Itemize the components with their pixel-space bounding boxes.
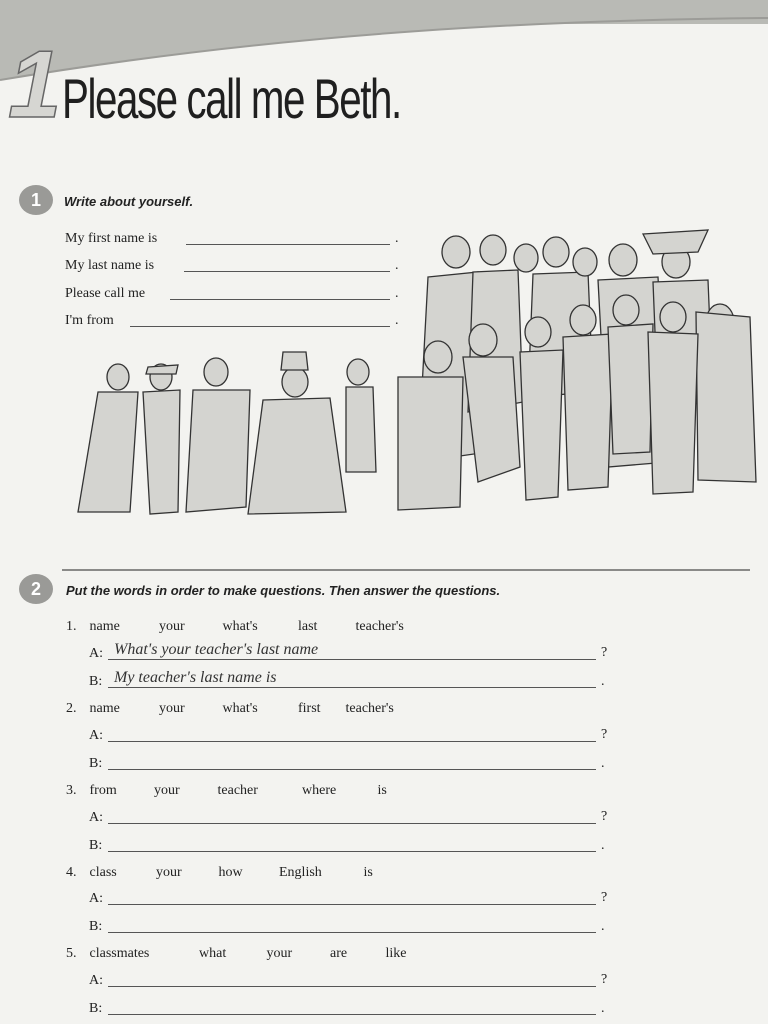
item-1-a-label: A: [89, 646, 103, 661]
word: class [89, 865, 117, 880]
word: where [302, 783, 337, 798]
first-name-label: My first name is [65, 231, 158, 246]
word: teacher's [355, 619, 404, 634]
word: your [154, 783, 180, 798]
word: name [89, 701, 120, 716]
item-4-b-label: B: [89, 919, 103, 934]
word: name [89, 619, 120, 634]
item-number: 4. [66, 865, 77, 880]
section-divider [62, 569, 750, 571]
word: your [266, 946, 293, 961]
word: your [159, 701, 185, 716]
item-4-a-blank[interactable] [108, 904, 596, 905]
last-name-label: My last name is [65, 258, 155, 273]
call-me-label: Please call me [65, 286, 146, 301]
item-1-a-blank[interactable] [108, 659, 596, 660]
word: classmates [89, 946, 150, 961]
item-5-b-label: B: [89, 1001, 103, 1016]
item-5-words [66, 946, 407, 962]
item-1-a-end: ? [601, 645, 608, 660]
item-2-b-blank[interactable] [108, 769, 596, 770]
word: are [330, 946, 348, 961]
item-1-b-end: . [601, 674, 605, 689]
item-2-a-end: ? [601, 727, 608, 742]
item-5-a-blank[interactable] [108, 986, 596, 987]
item-4-a-label: A: [89, 891, 103, 906]
unit-number: 1 [8, 31, 62, 138]
item-5-b-end: . [601, 1001, 605, 1016]
word: like [385, 946, 407, 961]
from-end: . [395, 313, 399, 328]
exercise-2-instruction: Put the words in order to make questions. Then answer the questions. [66, 583, 501, 598]
item-number: 3. [66, 783, 77, 798]
word: from [89, 783, 117, 798]
exercise-2-badge: 2 [19, 574, 53, 604]
item-1-b-blank[interactable] [108, 687, 596, 688]
item-2-a-blank[interactable] [108, 741, 596, 742]
item-number: 5. [66, 946, 77, 961]
word: teacher's [345, 701, 394, 716]
word: what's [222, 619, 258, 634]
item-number: 2. [66, 701, 77, 716]
item-1-b-label: B: [89, 674, 103, 689]
item-1-words [66, 619, 404, 635]
word: teacher [217, 783, 258, 798]
item-2-b-label: B: [89, 756, 103, 771]
word: what's [222, 701, 258, 716]
item-5-a-end: ? [601, 972, 608, 987]
item-1-b-answer: My teacher's last name is [114, 669, 277, 686]
people-illustration [68, 222, 758, 527]
word: English [279, 865, 322, 880]
item-2-a-label: A: [89, 728, 103, 743]
word: what [199, 946, 227, 961]
exercise-1-badge: 1 [19, 185, 53, 215]
item-4-b-end: . [601, 919, 605, 934]
item-5-a-label: A: [89, 973, 103, 988]
item-4-b-blank[interactable] [108, 932, 596, 933]
from-label: I'm from [65, 313, 114, 328]
item-4-a-end: ? [601, 890, 608, 905]
item-2-words [66, 701, 394, 717]
item-3-words [66, 783, 387, 799]
item-5-b-blank[interactable] [108, 1014, 596, 1015]
item-number: 1. [66, 619, 77, 634]
item-3-a-end: ? [601, 809, 608, 824]
unit-title: Please call me Beth. [62, 67, 401, 130]
word: how [218, 865, 243, 880]
last-name-end: . [395, 258, 399, 273]
call-me-end: . [395, 286, 399, 301]
item-3-b-blank[interactable] [108, 851, 596, 852]
item-3-a-label: A: [89, 810, 103, 825]
first-name-end: . [395, 231, 399, 246]
word: is [363, 865, 373, 880]
item-3-b-end: . [601, 838, 605, 853]
exercise-1-instruction: Write about yourself. [64, 194, 194, 209]
item-3-b-label: B: [89, 838, 103, 853]
item-1-a-answer: What's your teacher's last name [114, 641, 319, 658]
word: is [377, 783, 387, 798]
item-3-a-blank[interactable] [108, 823, 596, 824]
word: last [298, 619, 318, 634]
item-4-words [66, 865, 373, 881]
word: your [156, 865, 182, 880]
item-2-b-end: . [601, 756, 605, 771]
word: first [298, 701, 321, 716]
word: your [159, 619, 185, 634]
